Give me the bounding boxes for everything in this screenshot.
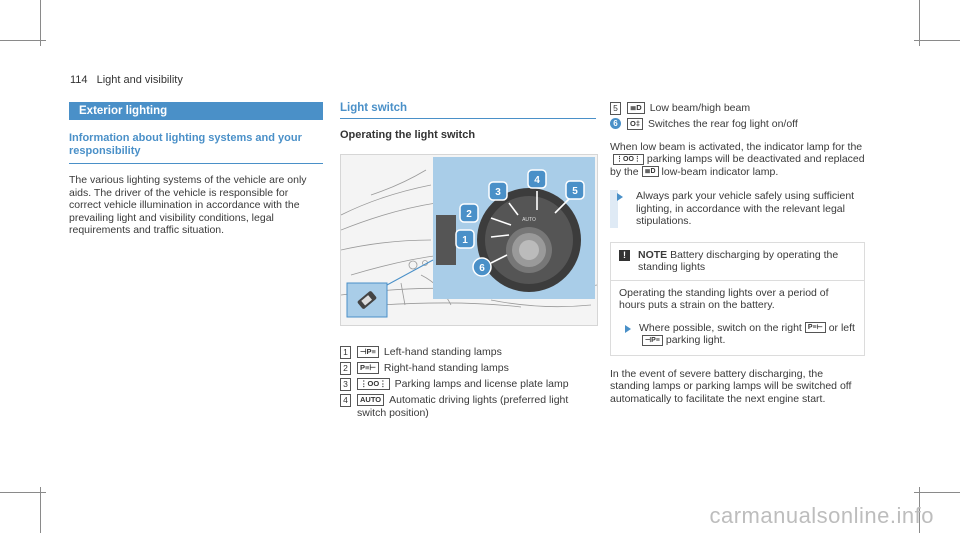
legend-text: Parking lamps and license plate lamp xyxy=(394,378,569,390)
legend-number: 6 xyxy=(610,118,621,129)
chapter-title: Light and visibility xyxy=(96,74,183,86)
column-light-switch xyxy=(340,102,596,422)
page-number: 114 xyxy=(70,74,88,86)
paragraph-battery: In the event of severe battery discharging, the standing lamps or parking lamps will be switched off automatically to facilitate the next engine start. xyxy=(610,367,852,405)
low-beam-icon: ≣D xyxy=(642,166,659,177)
legend-item xyxy=(340,394,596,419)
right-standing-lamp-icon: P≡⊢ xyxy=(357,362,379,374)
text-run: or left xyxy=(828,321,855,334)
note-title: Battery discharging by operating the standing lights xyxy=(638,248,839,273)
callout-3: 3 xyxy=(495,187,501,198)
tip-marker xyxy=(610,190,618,228)
crop-mark xyxy=(0,492,46,493)
tip-arrow-icon xyxy=(625,325,631,333)
legend-item xyxy=(610,118,865,131)
subheading: Information about lighting systems and your responsibility xyxy=(69,132,323,164)
legend-item xyxy=(610,102,865,115)
legend-text: Right-hand standing lamps xyxy=(383,362,509,374)
section-bar-title: Exterior lighting xyxy=(69,102,323,120)
left-standing-lamp-icon: ⊣P≡ xyxy=(642,335,663,346)
text-run: When low beam is activated, the indicator lamp for the xyxy=(610,140,863,153)
parking-lamp-icon: ⋮OO⋮ xyxy=(357,378,390,390)
tip-box xyxy=(610,190,865,228)
column-light-details xyxy=(610,102,865,405)
left-standing-lamp-icon: ⊣P≡ xyxy=(357,346,379,358)
crop-mark xyxy=(40,487,41,533)
legend-text: Automatic driving lights (preferred light switch position) xyxy=(357,394,569,419)
crop-mark xyxy=(914,40,960,41)
page-header xyxy=(70,74,183,86)
auto-light-icon: AUTO xyxy=(357,394,384,406)
legend-item xyxy=(340,362,596,375)
note-text: Operating the standing lights over a period of hours puts a strain on the battery. xyxy=(619,286,829,311)
legend-text: Switches the rear fog light on/off xyxy=(648,118,798,130)
callout-5: 5 xyxy=(572,186,578,197)
legend-text: Low beam/high beam xyxy=(649,102,751,114)
crop-mark xyxy=(914,492,960,493)
legend-item xyxy=(340,346,596,359)
legend-number: 4 xyxy=(340,394,351,407)
note-header xyxy=(611,243,864,281)
tip-arrow-icon xyxy=(617,193,623,201)
switch-auto-label: AUTO xyxy=(522,217,536,223)
rear-fog-light-icon: O‡ xyxy=(627,118,643,130)
text-run: Where possible, switch on the right xyxy=(639,321,802,334)
light-switch-figure xyxy=(340,154,598,326)
low-beam-icon: ≣D xyxy=(627,102,645,114)
note-body xyxy=(611,281,864,355)
text-run: parking light. xyxy=(665,334,726,346)
note-tip xyxy=(619,322,856,347)
legend-item xyxy=(340,378,596,391)
body-text: The various lighting systems of the vehicle are only aids. The driver of the vehicle is responsible for correct vehicle illumination in accordance with the prevailing light and visibility conditions, legal requirements and traffic situation. xyxy=(69,174,307,236)
legend-number: 5 xyxy=(610,102,621,115)
callout-2: 2 xyxy=(466,209,472,220)
crop-mark xyxy=(0,40,46,41)
note-box xyxy=(610,242,865,356)
legend-text: Left-hand standing lamps xyxy=(383,346,502,358)
subheading: Operating the light switch xyxy=(340,129,476,141)
dashboard-illustration xyxy=(341,155,597,325)
legend-list xyxy=(340,346,596,419)
paragraph-indicator xyxy=(610,141,865,179)
column-exterior-lighting xyxy=(69,102,323,237)
text-run: parking lamps will be deactivated and replaced by the xyxy=(610,153,865,178)
tip-text: Always park your vehicle safely using sufficient lighting, in accordance with the relevant legal stipulations. xyxy=(636,190,855,227)
callout-6: 6 xyxy=(479,263,485,274)
note-tip-text xyxy=(639,322,856,347)
legend-number: 2 xyxy=(340,362,351,375)
text-run: low-beam indicator lamp. xyxy=(661,165,779,178)
callout-1: 1 xyxy=(462,235,468,246)
watermark: carmanualsonline.info xyxy=(709,503,934,528)
parking-lamp-icon: ⋮OO⋮ xyxy=(613,154,644,165)
section-title: Light switch xyxy=(340,102,596,119)
legend-number: 1 xyxy=(340,346,351,359)
callout-4: 4 xyxy=(534,175,540,186)
note-label: NOTE xyxy=(638,248,668,261)
right-standing-lamp-icon: P≡⊢ xyxy=(805,322,826,333)
warning-icon: ! xyxy=(619,250,630,261)
legend-number: 3 xyxy=(340,378,351,391)
